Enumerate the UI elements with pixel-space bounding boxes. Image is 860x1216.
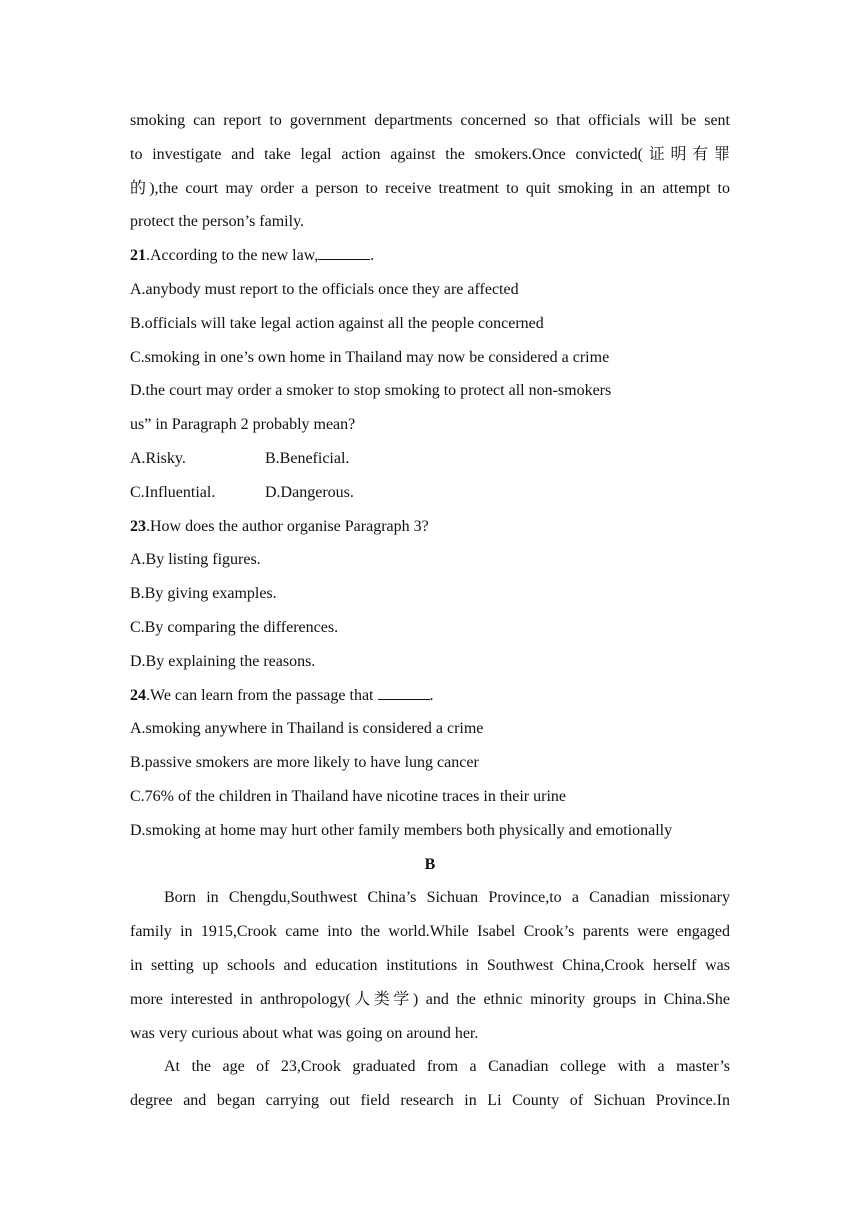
paragraph-1 <box>130 881 730 1050</box>
text-line: degree and began carrying out field research in Li County of Sichuan Province.In <box>130 1092 730 1110</box>
option-a: A.smoking anywhere in Thailand is considered a crime <box>130 720 484 738</box>
option-c: C.Influential. <box>130 483 216 501</box>
text-line: family in 1915,Crook came into the world.While Isabel Crook’s parents were engaged <box>130 923 730 941</box>
question-text: .We can learn from the passage that <box>146 686 378 704</box>
document-page <box>130 104 730 1118</box>
option-b: B.Beneficial. <box>265 449 350 467</box>
option-d: D.Dangerous. <box>265 483 354 501</box>
answer-blank <box>318 241 370 260</box>
text-line: At the age of 23,Crook graduated from a Canadian college with a master’s <box>164 1058 730 1076</box>
text-line: more interested in anthropology(人类学) and the ethnic minority groups in China.She <box>130 990 730 1008</box>
option-c: C.smoking in one’s own home in Thailand may now be considered a crime <box>130 348 610 366</box>
question-stem <box>130 239 730 273</box>
option-row <box>130 442 730 476</box>
question-text: .According to the new law, <box>146 247 319 265</box>
question-22 <box>130 408 730 509</box>
option-b: B.passive smokers are more likely to have lung cancer <box>130 754 479 772</box>
question-21 <box>130 239 730 408</box>
question-stem <box>130 510 730 544</box>
question-number: 23 <box>130 517 146 535</box>
text-line: to investigate and take legal action against the smokers.Once convicted(证明有罪 <box>130 145 730 163</box>
question-end: . <box>370 247 375 265</box>
text-line: in setting up schools and education institutions in Southwest China,Crook herself was <box>130 956 730 974</box>
question-number: 21 <box>130 247 146 265</box>
question-text: .How does the author organise Paragraph 3? <box>146 517 429 535</box>
question-stem-fragment: us” in Paragraph 2 probably mean? <box>130 416 356 434</box>
option-row <box>130 476 730 510</box>
option-a: A.Risky. <box>130 449 186 467</box>
question-23 <box>130 510 730 679</box>
option-c: C.76% of the children in Thailand have nicotine traces in their urine <box>130 787 567 805</box>
option-a: A.anybody must report to the officials once they are affected <box>130 280 519 298</box>
passage-a-tail <box>130 104 730 239</box>
text-line: Born in Chengdu,Southwest China’s Sichuan Province,to a Canadian missionary <box>164 889 730 907</box>
option-c: C.By comparing the differences. <box>130 618 339 636</box>
text-line: 的),the court may order a person to receive treatment to quit smoking in an attempt to <box>130 179 730 197</box>
option-d: D.the court may order a smoker to stop smoking to protect all non-smokers <box>130 382 612 400</box>
text-line: smoking can report to government departments concerned so that officials will be sent <box>130 112 730 129</box>
question-number: 24 <box>130 686 146 704</box>
text-line: was very curious about what was going on around her. <box>130 1024 479 1042</box>
option-b: B.By giving examples. <box>130 585 277 603</box>
section-b <box>130 848 730 1118</box>
option-a: A.By listing figures. <box>130 551 261 569</box>
section-heading: B <box>424 855 436 873</box>
option-d: D.By explaining the reasons. <box>130 652 316 670</box>
text-line: protect the person’s family. <box>130 213 305 231</box>
option-d: D.smoking at home may hurt other family members both physically and emotionally <box>130 821 673 839</box>
question-end: . <box>429 686 434 704</box>
option-b: B.officials will take legal action against all the people concerned <box>130 314 544 332</box>
answer-blank <box>378 681 430 700</box>
question-24 <box>130 679 730 848</box>
paragraph-2 <box>130 1050 730 1118</box>
question-stem <box>130 679 730 713</box>
